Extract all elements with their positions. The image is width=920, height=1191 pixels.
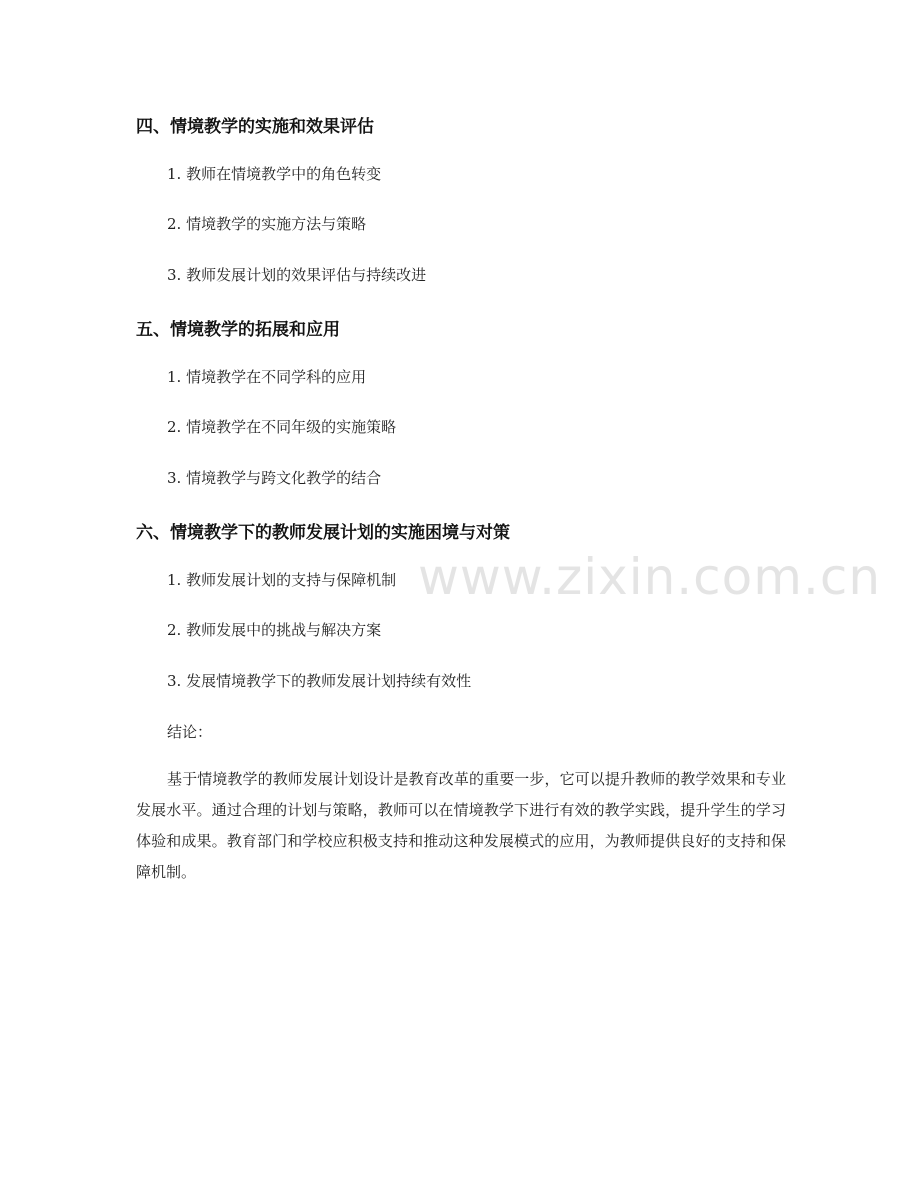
list-item: 2. 情境教学的实施方法与策略 <box>167 215 367 233</box>
list-item: 2. 教师发展中的挑战与解决方案 <box>167 621 382 639</box>
conclusion-paragraph: 基于情境教学的教师发展计划设计是教育改革的重要一步，它可以提升教师的教学效果和专业发展水平。通过合理的计划与策略，教师可以在情境教学下进行有效的教学实践，提升学生的学习体验和成果。教育部门和学校应积极支持和推动这种发展模式的应用，为教师提供良好的支持和保障机制。 <box>136 770 786 881</box>
list-item: 3. 发展情境教学下的教师发展计划持续有效性 <box>167 672 472 690</box>
section-heading: 六、情境教学下的教师发展计划的实施困境与对策 <box>136 523 510 543</box>
watermark-text: www.zixin.com.cn <box>418 548 882 606</box>
list-item: 3. 情境教学与跨文化教学的结合 <box>167 469 382 487</box>
section-heading: 五、情境教学的拓展和应用 <box>136 320 340 340</box>
list-item: 1. 教师发展计划的支持与保障机制 <box>167 571 397 589</box>
conclusion-label: 结论： <box>167 723 213 741</box>
section-heading: 四、情境教学的实施和效果评估 <box>136 117 374 137</box>
list-item: 3. 教师发展计划的效果评估与持续改进 <box>167 266 427 284</box>
list-item: 1. 情境教学在不同学科的应用 <box>167 368 367 386</box>
list-item: 1. 教师在情境教学中的角色转变 <box>167 165 382 183</box>
list-item: 2. 情境教学在不同年级的实施策略 <box>167 418 397 436</box>
